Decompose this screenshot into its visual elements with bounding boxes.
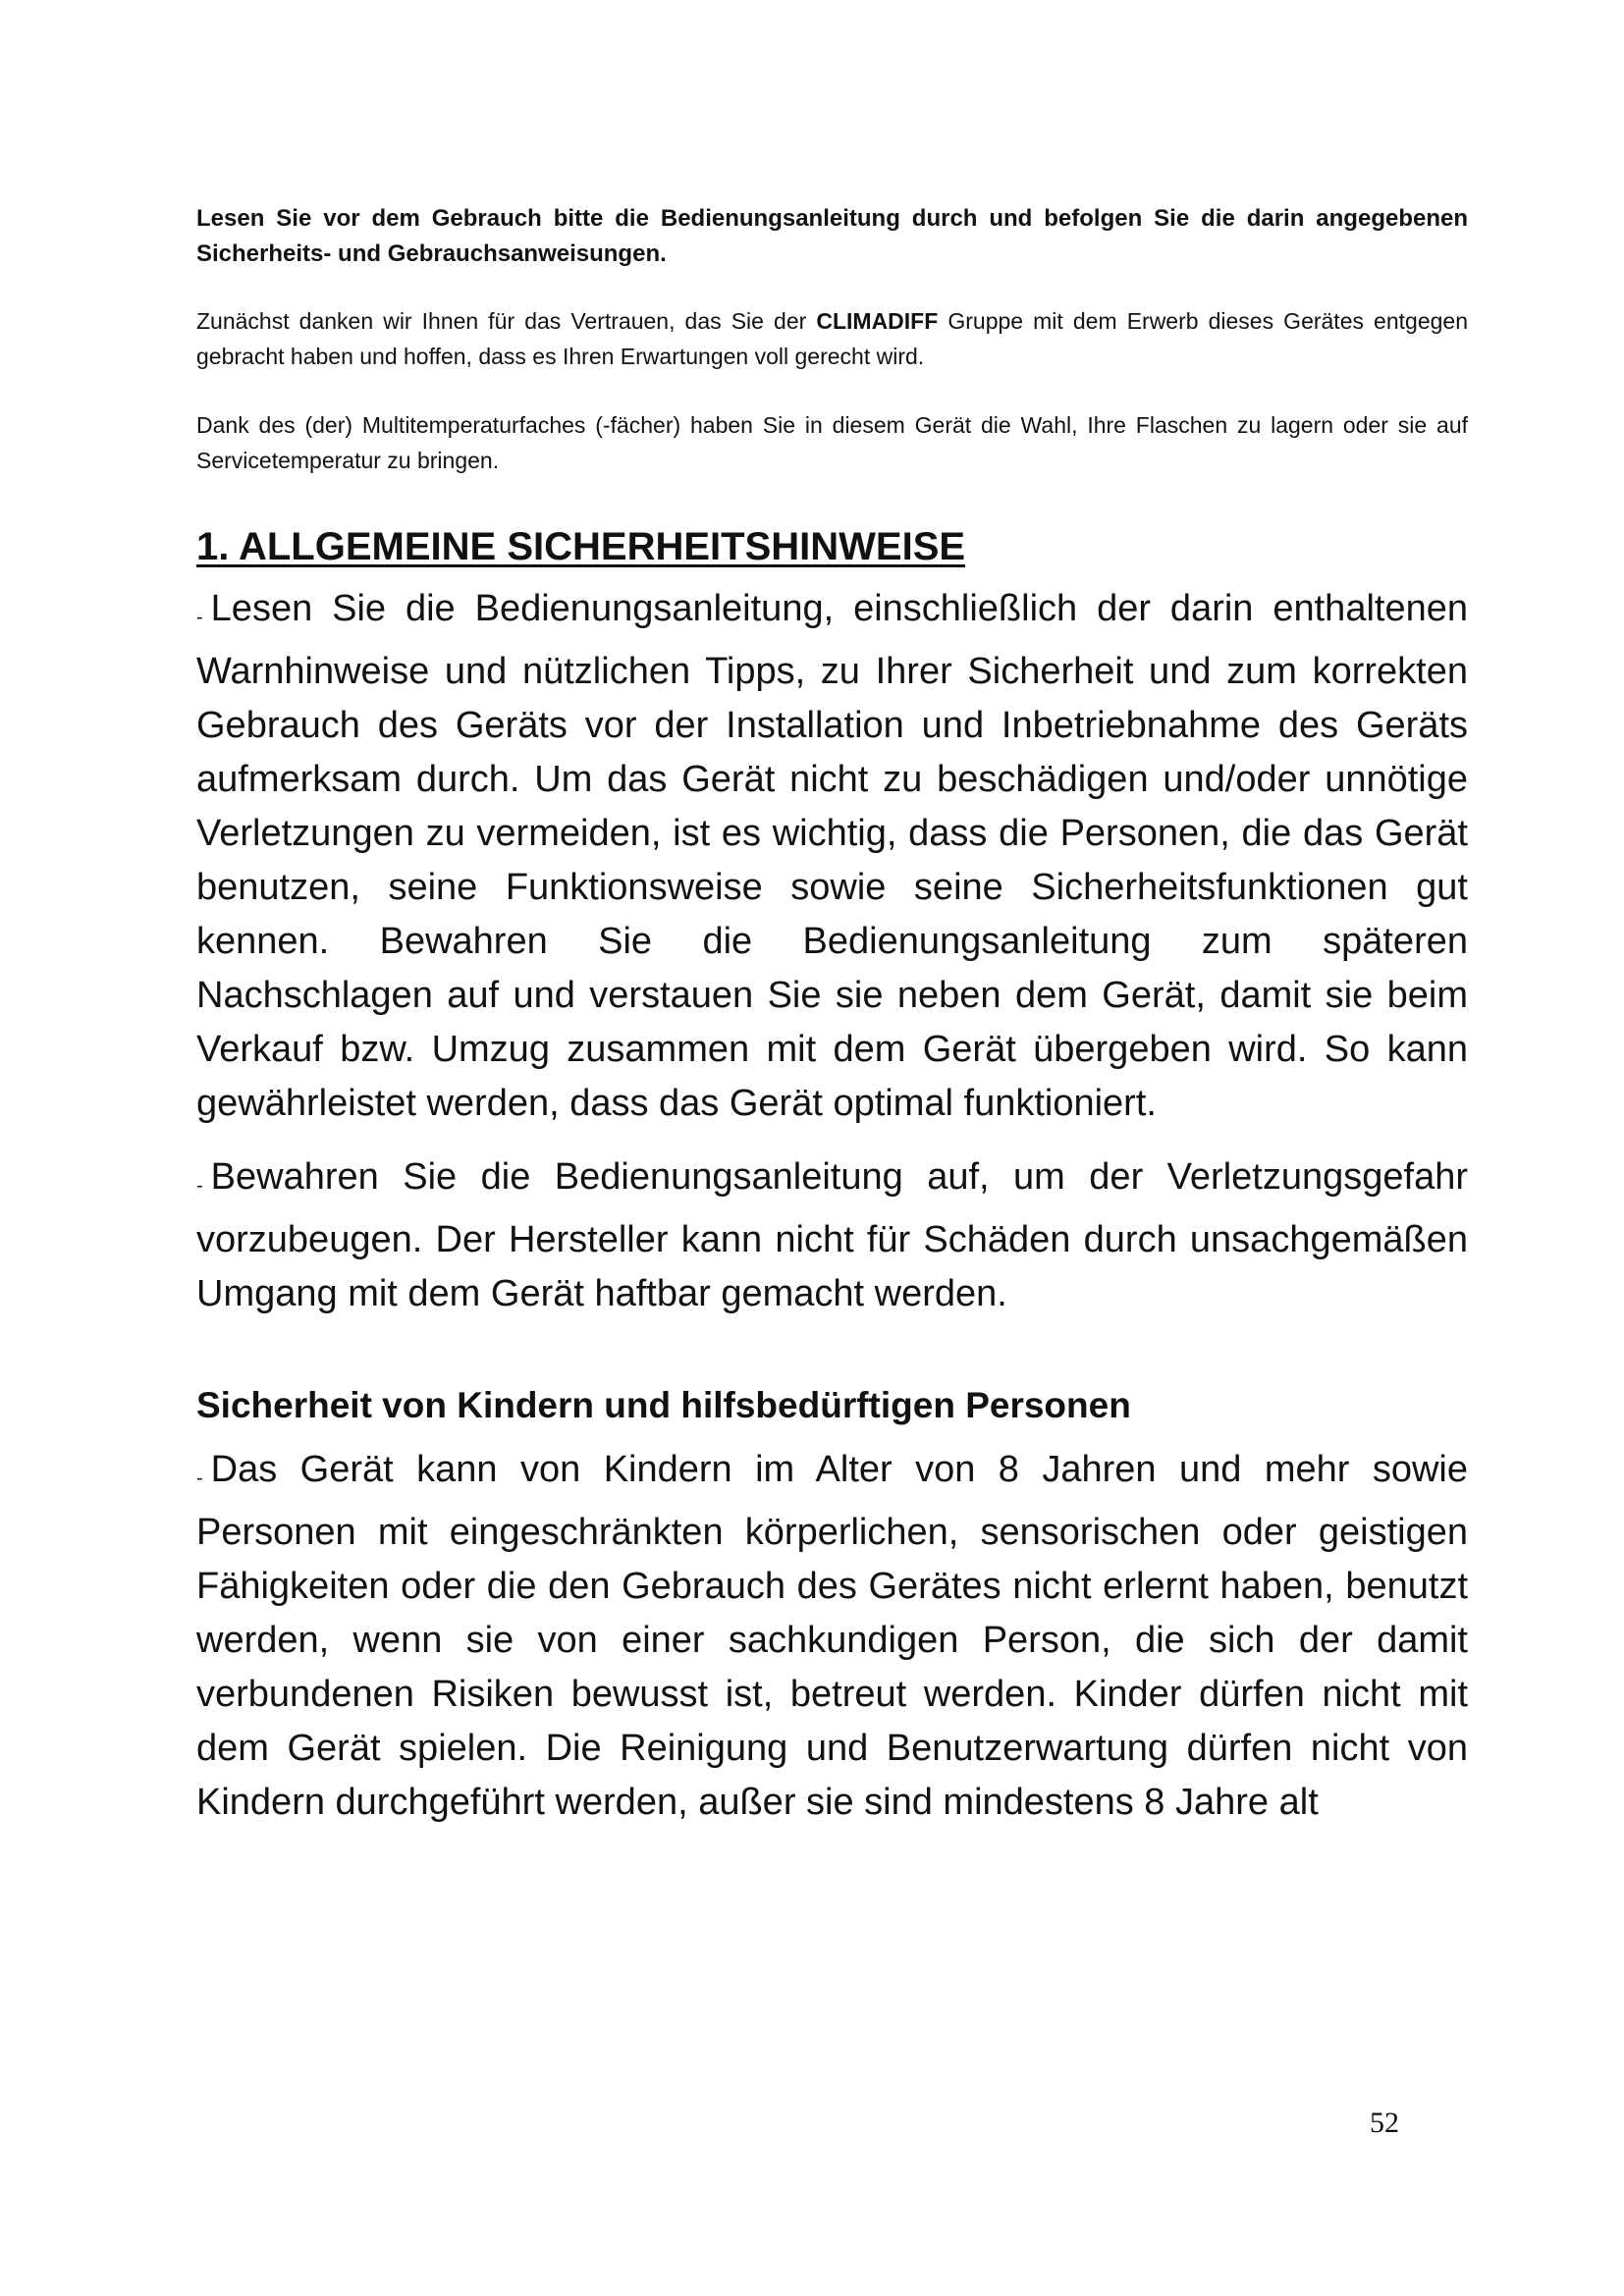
safety-paragraph-1	[196, 582, 1468, 1131]
section-heading-safety: 1. ALLGEMEINE SICHERHEITSHINWEISE	[196, 525, 966, 568]
document-page	[196, 201, 1468, 1830]
bullet-dash: -	[196, 607, 203, 628]
intro-thanks-end: Gruppe mit dem Erwerb dieses Gerätes entgegen gebracht haben und hoffen, dass es Ihren Erwartungen voll gerecht wird.	[196, 308, 1468, 369]
paragraph-text: Das Gerät kann von Kindern im Alter von 8 Jahren und mehr sowie Personen mit eingeschränkten körperlichen, sensorischen oder geistigen Fähigkeiten oder die den Gebrauch des Gerätes nicht erlernt haben, benutzt werden, wenn sie von einer sachkundigen Person, die sich der damit verbundenen Risiken bewusst ist, betreut werden. Kinder dürfen nicht mit dem Gerät spielen. Die Reinigung und Benutzerwartung dürfen nicht von Kindern durchgeführt werden, außer sie sind mindestens 8 Jahre alt	[196, 1449, 1468, 1823]
paragraph-text: Lesen Sie die Bedienungsanleitung, einschließlich der darin enthaltenen Warnhinweise und nützlichen Tipps, zu Ihrer Sicherheit und zum korrekten Gebrauch des Geräts vor der Installation und Inbetriebnahme des Geräts aufmerksam durch. Um das Gerät nicht zu beschädigen und/oder unnötige Verletzungen zu vermeiden, ist es wichtig, dass die Personen, die das Gerät benutzen, seine Funktionsweise sowie seine Sicherheitsfunktionen gut kennen. Bewahren Sie die Bedienungsanleitung zum späteren Nachschlagen auf und verstauen Sie sie neben dem Gerät, damit sie beim Verkauf bzw. Umzug zusammen mit dem Gerät übergeben wird. So kann gewährleistet werden, dass das Gerät optimal funktioniert.	[196, 588, 1468, 1124]
brand-name: CLIMADIFF	[816, 308, 939, 334]
safety-paragraph-2	[196, 1150, 1468, 1321]
children-safety-paragraph-1	[196, 1443, 1468, 1830]
intro-notice: Lesen Sie vor dem Gebrauch bitte die Bedienungsanleitung durch und befolgen Sie die darin angegebenen Sicherheits- und Gebrauchsanweisungen.	[196, 205, 1468, 267]
page-number: 52	[1370, 2107, 1399, 2139]
bullet-dash: -	[196, 1468, 203, 1489]
intro-multitemp: Dank des (der) Multitemperaturfaches (-fächer) haben Sie in diesem Gerät die Wahl, Ihre Flaschen zu lagern oder sie auf Servicetemperatur zu bringen.	[196, 412, 1468, 473]
subheading-children-safety: Sicherheit von Kindern und hilfsbedürftigen Personen	[196, 1385, 1131, 1425]
intro-thanks-start: Zunächst danken wir Ihnen für das Vertrauen, das Sie der	[196, 308, 817, 334]
paragraph-text: Bewahren Sie die Bedienungsanleitung auf, um der Verletzungsgefahr vorzubeugen. Der Hersteller kann nicht für Schäden durch unsachgemäßen Umgang mit dem Gerät haftbar gemacht werden.	[196, 1156, 1468, 1314]
intro-thanks	[196, 303, 1468, 374]
bullet-dash: -	[196, 1175, 203, 1197]
